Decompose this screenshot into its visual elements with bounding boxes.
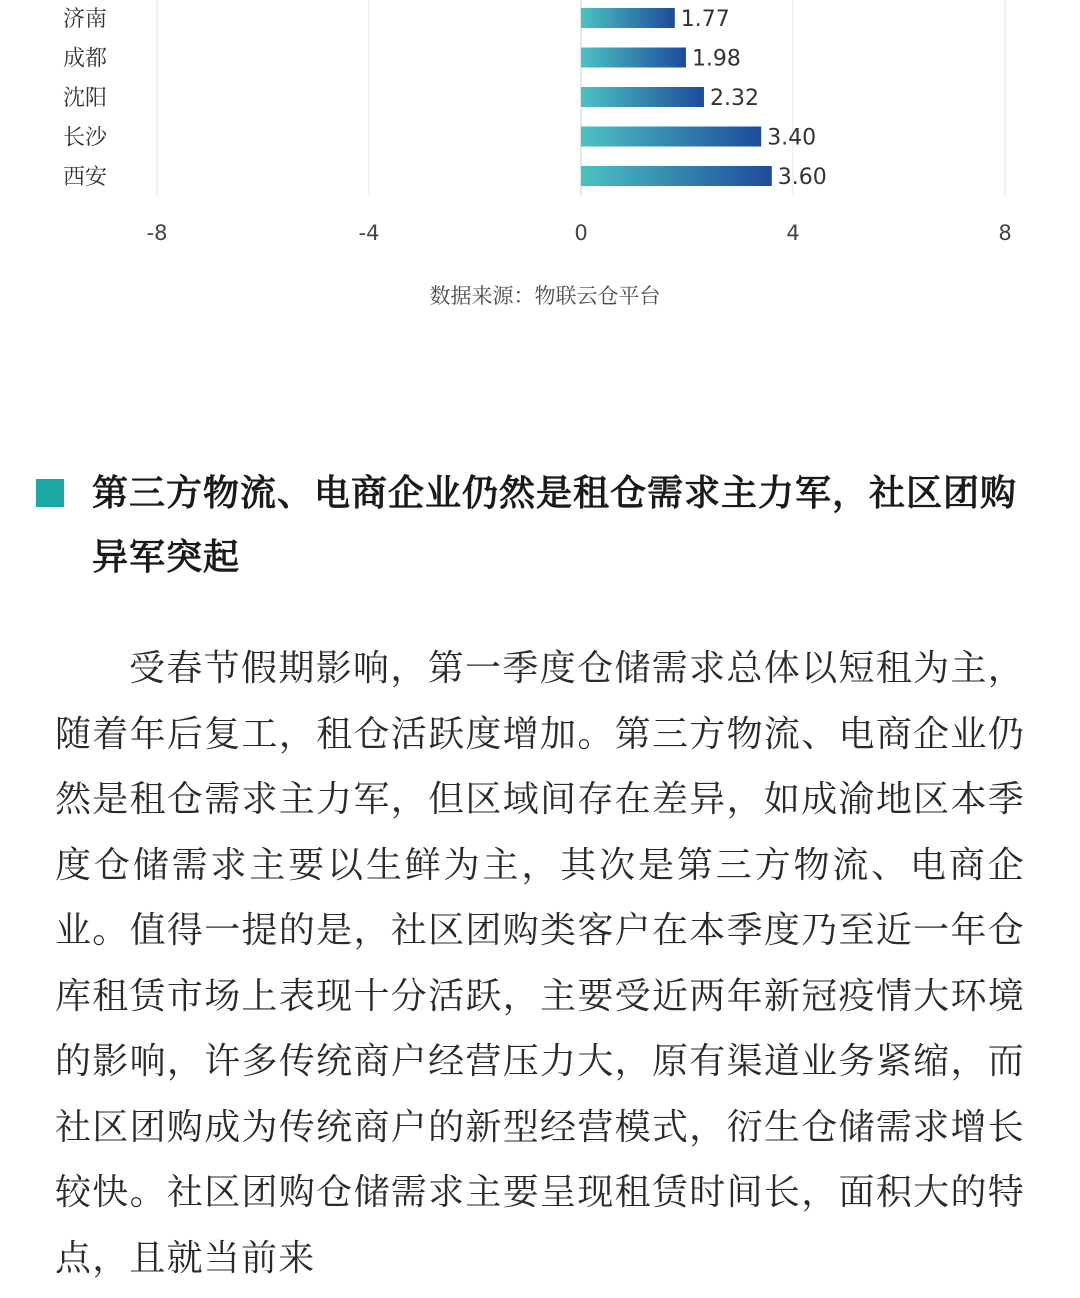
x-tick-label: -8 <box>146 221 168 245</box>
bar <box>581 8 675 28</box>
value-label: 3.60 <box>777 165 827 190</box>
data-source-note: 数据来源：物联云仓平台 <box>429 284 661 308</box>
section-title: 第三方物流、电商企业仍然是租仓需求主力军，社区团购异军突起 <box>92 473 1018 578</box>
category-label: 成都 <box>63 46 108 72</box>
category-labels <box>63 7 108 190</box>
category-label: 长沙 <box>63 125 108 151</box>
section-marker <box>36 479 64 507</box>
bar <box>581 48 686 68</box>
bar <box>581 87 704 107</box>
category-label: 沈阳 <box>63 86 108 111</box>
body-paragraph: 受春节假期影响，第一季度仓储需求总体以短租为主，随着年后复工，租仓活跃度增加。第三方物流、电商企业仍然是租仓需求主力军，但区域间存在差异，如成渝地区本季度仓储需求主要以生鲜为主，其次是第三方物流、电商企业。值得一提的是，社区团购类客户在本季度乃至近一年仓库租赁市场上表现十分活跃，主要受近两年新冠疫情大环境的影响，许多传统商户经营压力大，原有渠道业务紧缩，而社区团购成为传统商户的新型经营模式，衍生仓储需求增长较快。社区团购仓储需求主要呈现租赁时间长，面积大的特点，且就当前来 <box>55 648 1025 1279</box>
x-tick-label: 0 <box>574 221 588 245</box>
x-tick-label: 8 <box>998 221 1012 245</box>
value-label: 1.98 <box>691 46 741 72</box>
section-header <box>36 462 1036 590</box>
bar <box>581 127 761 147</box>
x-tick-label: 4 <box>786 221 800 245</box>
category-label: 济南 <box>63 7 108 32</box>
category-label: 西安 <box>63 165 108 190</box>
x-tick-label: -4 <box>358 221 380 245</box>
bar <box>581 166 772 186</box>
value-label: 3.40 <box>767 125 817 151</box>
value-label: 2.32 <box>709 86 759 111</box>
bar-chart <box>0 0 1080 260</box>
x-axis-ticks <box>147 221 1012 245</box>
value-label: 1.77 <box>680 7 730 32</box>
